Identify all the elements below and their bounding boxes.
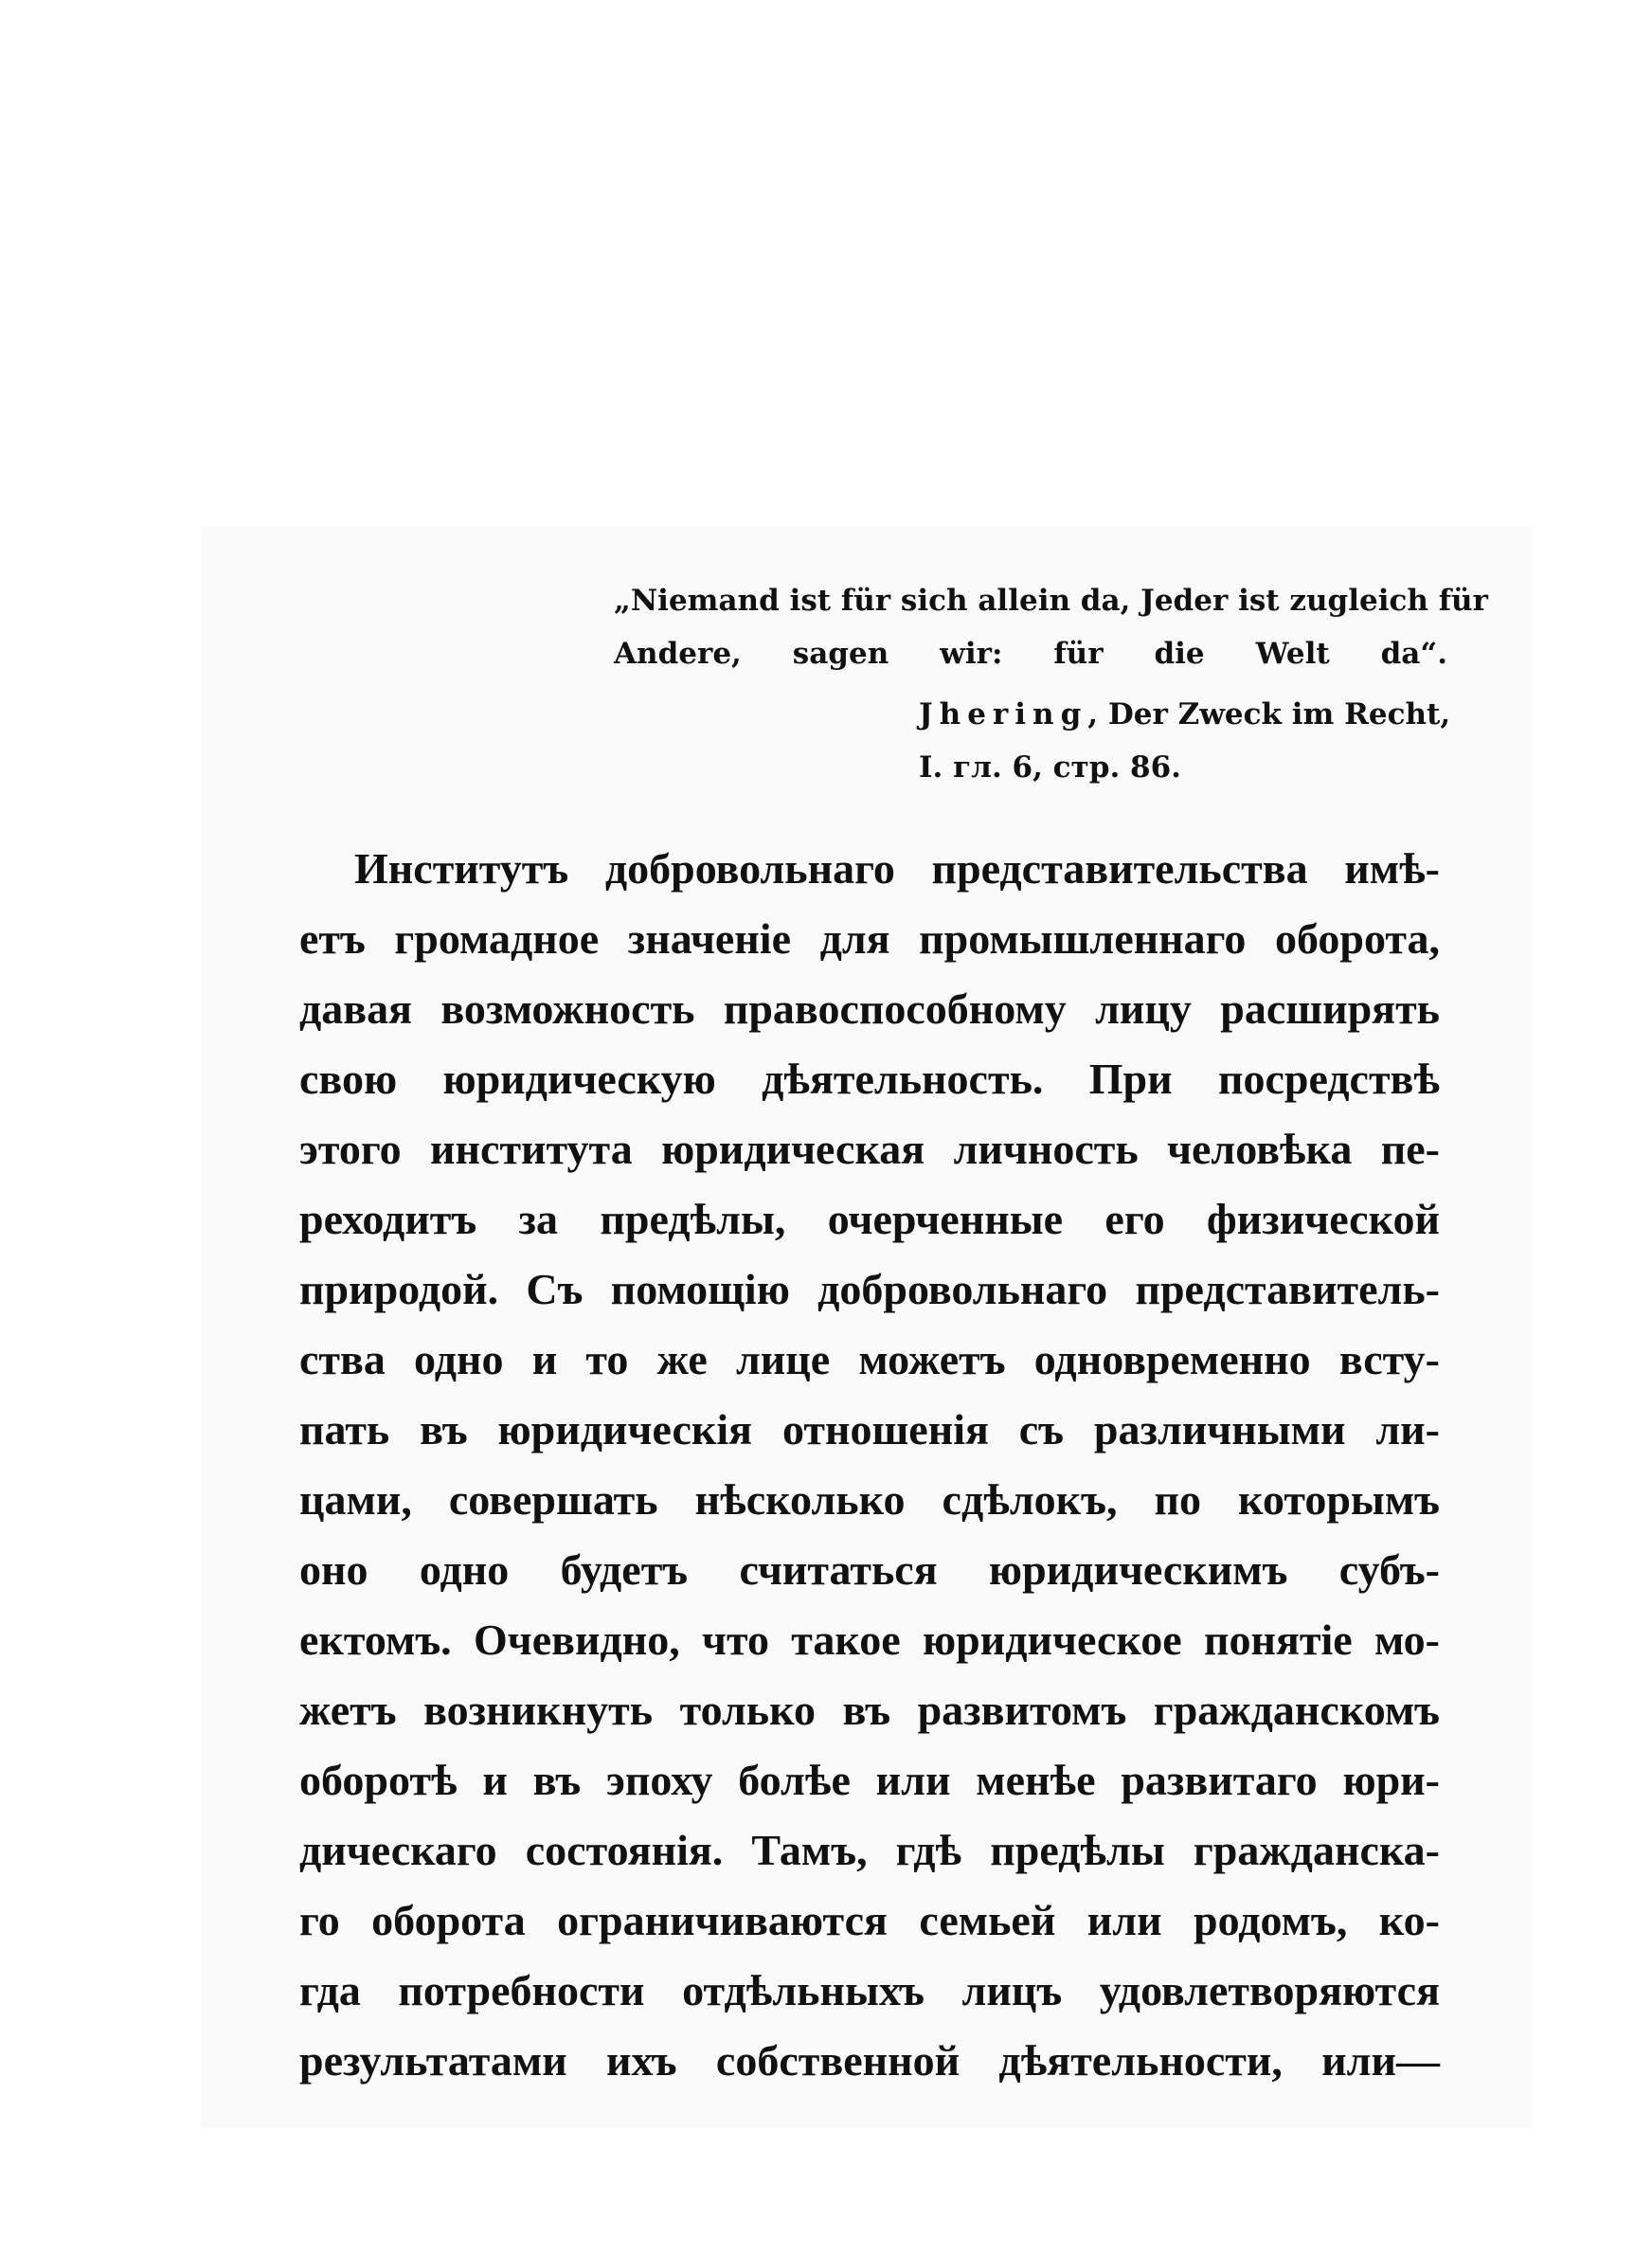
paragraph-line: жетъ возникнуть только въ развитомъ гражданскомъ [299,1686,1440,1734]
paragraph-line: Институтъ добровольнаго представительства имѣ- [354,844,1440,893]
paragraph-line: го оборота ограничиваются семьей или родомъ, ко- [299,1896,1440,1944]
attribution-source [919,688,1449,741]
paragraph-line: давая возможность правоспособному лицу расширять [299,984,1440,1033]
epigraph-attribution [919,688,1449,794]
main-paragraph [299,834,1440,2096]
paragraph-line: природой. Съ помощію добровольнаго представитель- [299,1265,1440,1313]
paragraph-line: результатами ихъ собственной дѣятельности, или— [299,2036,1440,2085]
paragraph-line: ектомъ. Очевидно, что такое юридическое понятіе мо- [299,1616,1440,1664]
paragraph-line: свою юридическую дѣятельность. При посредствѣ [299,1055,1440,1103]
attribution-work: , Der Zweck im Recht, [1087,697,1451,731]
paragraph-line: реходитъ за предѣлы, очерченные его физической [299,1195,1440,1243]
paragraph-line: етъ громадное значеніе для промышленнаго оборота, [299,914,1440,963]
attribution-citation: I. гл. 6, стр. 86. [919,750,1181,785]
epigraph-line: „Niemand ist für sich allein da, Jeder ist zugleich für [614,584,1488,618]
epigraph-line: Andere, sagen wir: für die Welt da“. [614,637,1447,671]
paragraph-line: ства одно и то же лице можетъ одновременно всту- [299,1335,1440,1383]
paragraph-line: дическаго состоянія. Тамъ, гдѣ предѣлы гражданска- [299,1826,1440,1874]
epigraph-quote [614,574,1488,680]
paragraph-line: оно одно будетъ считаться юридическимъ субъ- [299,1545,1440,1594]
paragraph-line: пать въ юридическія отношенія съ различными ли- [299,1405,1440,1454]
paragraph-line: этого института юридическая личность человѣка пе- [299,1125,1440,1173]
paragraph-line: цами, совершать нѣсколько сдѣлокъ, по которымъ [299,1475,1440,1524]
paragraph-line: оборотѣ и въ эпоху болѣе или менѣе развитаго юри- [299,1756,1440,1804]
attribution-author: Jhering [919,697,1088,731]
paragraph-line: гда потребности отдѣльныхъ лицъ удовлетворяются [299,1966,1440,2014]
